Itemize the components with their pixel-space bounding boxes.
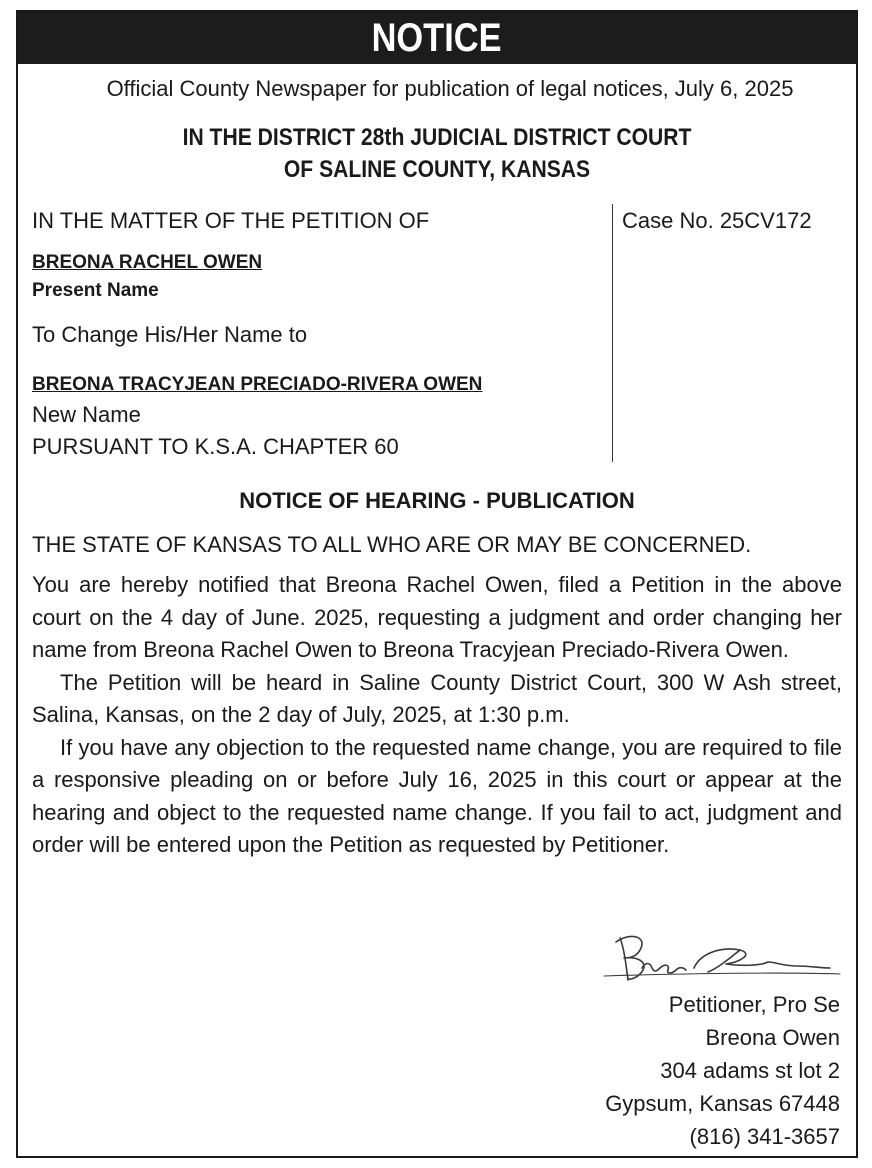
court-line-2: OF SALINE COUNTY, KANSAS (283, 156, 591, 183)
new-name-value: BREONA TRACYJEAN PRECIADO-RIVERA OWEN (32, 374, 483, 395)
legal-notice (16, 10, 858, 1158)
change-name-line: To Change His/Her Name to (32, 322, 308, 347)
petitioner-address-street: 304 adams st lot 2 (660, 1058, 840, 1083)
paragraph-objection: If you have any objection to the requested name change, you are required to file a responsive pleading on or before July 16, 2025 in this court or appear at the hearing and object to the requested name change. If you fail to act, judgment and order will be entered upon the Petition as requested by Petitioner. (32, 734, 842, 857)
present-name-label: Present Name (32, 280, 159, 301)
signature-block (605, 988, 840, 1153)
case-number: Case No. 25CV172 (622, 208, 812, 233)
hearing-heading: NOTICE OF HEARING - PUBLICATION (239, 488, 635, 513)
court-heading (18, 122, 856, 186)
court-line-1: IN THE DISTRICT 28th JUDICIAL DISTRICT COURT (182, 124, 692, 151)
notice-body (32, 569, 842, 862)
petitioner-name: Breona Owen (705, 1025, 840, 1050)
state-address-line: THE STATE OF KANSAS TO ALL WHO ARE OR MAY BE CONCERNED. (32, 532, 752, 557)
matter-line: IN THE MATTER OF THE PETITION OF (32, 208, 430, 233)
pursuant-line: PURSUANT TO K.S.A. CHAPTER 60 (32, 434, 399, 459)
handwritten-signature (590, 928, 846, 992)
caption-divider (612, 204, 613, 462)
petitioner-address-city: Gypsum, Kansas 67448 (605, 1091, 840, 1116)
paragraph-hearing-date: The Petition will be heard in Saline County District Court, 300 W Ash street, Salina, Kansas, on the 2 day of July, 2025, at 1:30 p.m. (32, 669, 842, 727)
notice-banner (18, 12, 856, 64)
notice-title: NOTICE (372, 15, 502, 60)
present-name-value: BREONA RACHEL OWEN (32, 252, 263, 273)
new-name-label: New Name (32, 402, 141, 427)
petitioner-phone: (816) 341-3657 (689, 1124, 840, 1149)
petitioner-role: Petitioner, Pro Se (668, 992, 840, 1017)
paragraph-petition: You are hereby notified that Breona Rachel Owen, filed a Petition in the above court on the 4 day of June. 2025, requesting a judgment and order changing her name from Breona Rachel Owen to Breona Tracyjean Preciado-Rivera Owen. (32, 572, 842, 662)
publication-line: Official County Newspaper for publication of legal notices, July 6, 2025 (106, 76, 794, 101)
